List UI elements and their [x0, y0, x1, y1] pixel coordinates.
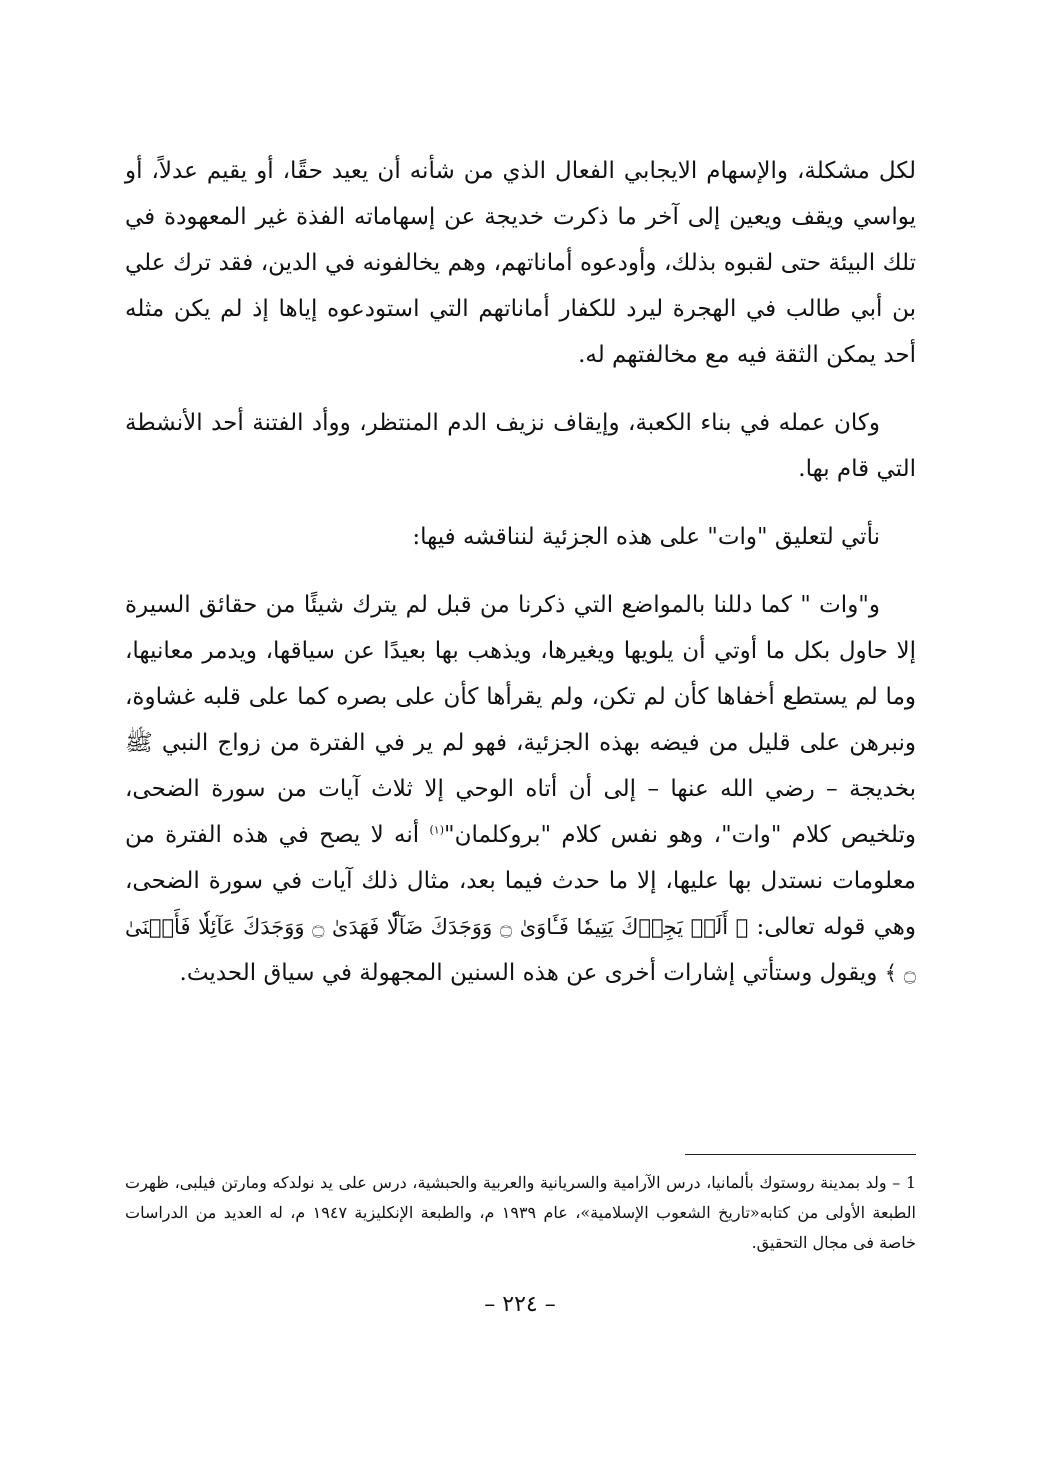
paragraph-1: لكل مشكلة، والإسهام الايجابي الفعال الذي من شأنه أن يعيد حقًا، أو يقيم عدلاً، أو يواسي ويقف ويعين إلى آخر ما ذكرت خديجة عن إسهاماته الفذة غير المعهودة في تلك البيئة حتى لقبوه بذلك، وأودعوه أماناتهم، وهم يخالفونه في الدين، فقد ترك علي بن أبي طالب في الهجرة ليرد للكفار أماناتهم التي استودعوه إياها إذ لم يكن مثله أحد يمكن الثقة فيه مع مخالفتهم له. — [125, 158, 916, 368]
paragraph-4 — [125, 582, 916, 996]
paragraph-2: وكان عمله في بناء الكعبة، وإيقاف نزيف الدم المنتظر، ووأد الفتنة أحد الأنشطة التي قام بها. — [125, 410, 916, 482]
footnote: 1 – ولد بمدينة روستوك بألمانيا، درس الآرامية والسريانية والعربية والحبشية، درس على يد نولدكه ومارتن فيلبى، ظهرت الطبعة الأولى من كتابه«تاريخ الشعوب الإسلامية»، عام ١٩٣٩ م، والطبعة الإنكليزية ١٩٤٧ م، له العديد من الدراسات خاصة فى مجال التحقيق. — [125, 1173, 916, 1252]
footnote-divider — [685, 1154, 916, 1155]
paragraph-4-part-2: أنه لا يصح في هذه الفترة من معلومات نستدل بها عليها، إلا ما حدث فيما بعد، مثال ذلك آيات في سورة الضحى، وهي قوله تعالى: — [125, 822, 916, 940]
page-number: – ٢٢٤ – — [484, 1292, 556, 1317]
quran-verse: ﴿ أَلَمۡ يَجِدۡكَ يَتِيمٗا فَـَٔاوَىٰ ۝ وَوَجَدَكَ ضَآلّٗا فَهَدَىٰ ۝ وَوَجَدَكَ عَآئِلٗا فَأَغۡنَىٰ ۝ ﴾ — [125, 915, 916, 985]
paragraph-3: نأتي لتعليق "وات" على هذه الجزئية لنناقشه فيها: — [412, 524, 880, 550]
paragraph-4-part-3: ويقول وستأتي إشارات أخرى عن هذه السنين المجهولة في سياق الحديث. — [179, 960, 885, 986]
main-text — [125, 148, 916, 996]
paragraph-4-part-1: و"وات " كما دللنا بالمواضع التي ذكرنا من قبل لم يترك شيئًا من حقائق السيرة إلا حاول بكل ما أوتي أن يلويها ويغيرها، ويذهب بها بعيدًا عن سياقها، ويدمر معانيها، وما لم يستطع أخفاها كأن لم تكن، ولم يقرأها كأن على بصره كما على قلبه غشاوة، ونبرهن على قليل من فيضه بهذه الجزئية، فهو لم ير في الفترة من زواج النبي ﷺ بخديجة – رضي الله عنها – إلى أن أتاه الوحي إلا ثلاث آيات من سورة الضحى، وتلخيص كلام "وات"، وهو نفس كلام "بروكلمان" — [125, 592, 916, 848]
footnote-reference[interactable]: (١) — [429, 823, 444, 837]
